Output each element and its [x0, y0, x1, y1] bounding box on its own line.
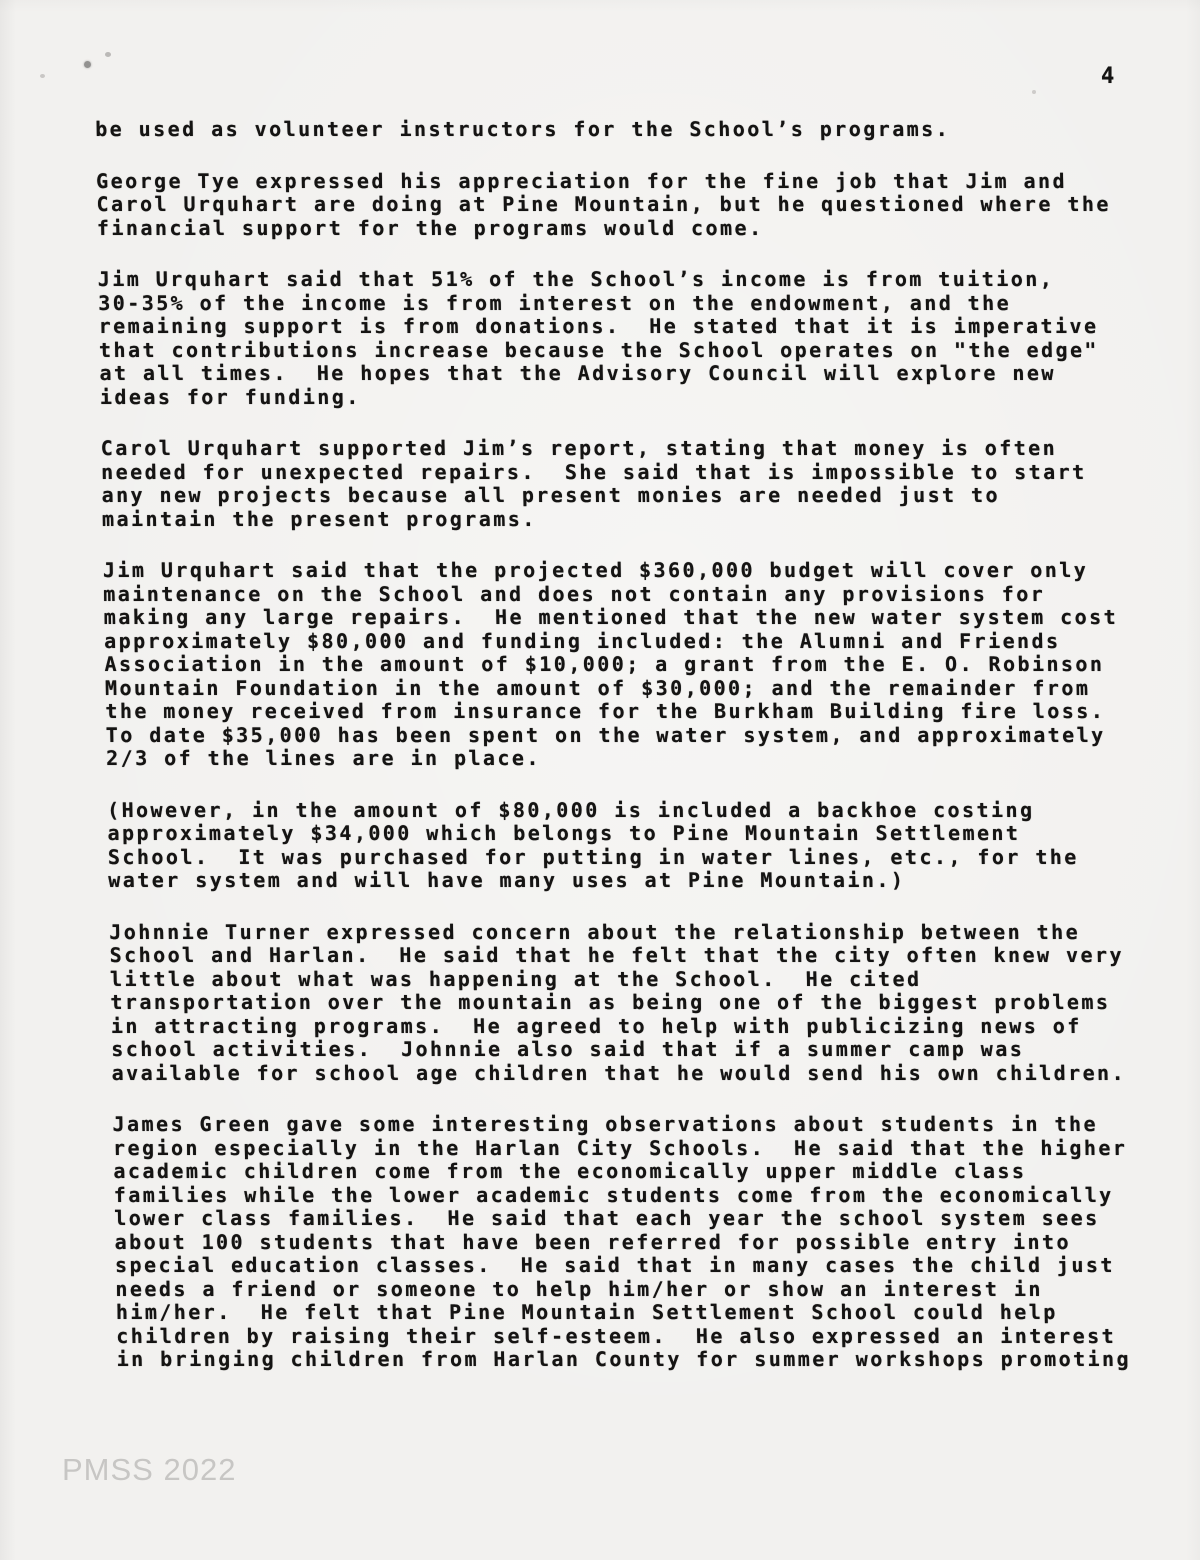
text-line: in bringing children from Harlan County for summer workshops promoting: [116, 1347, 1132, 1371]
text-line: (However, in the amount of $80,000 is included a backhoe costing: [106, 797, 1035, 822]
text-line: children by raising their self-esteem. He also expressed an interest: [116, 1323, 1117, 1348]
paragraph: [112, 1113, 1131, 1372]
text-line: Johnnie Turner expressed concern about the relationship between the: [108, 919, 1081, 944]
text-line: that contributions increase because the School operates on "the edge": [98, 337, 1100, 362]
text-line: water system and will have many uses at Pine Mountain.): [108, 868, 906, 892]
paragraph: [98, 268, 1115, 409]
text-line: families while the lower academic students come from the economically: [113, 1182, 1114, 1207]
text-line: remaining support is from donations. He stated that it is imperative: [98, 314, 1099, 338]
text-line: academic children come from the economically upper middle class: [113, 1159, 1027, 1183]
paragraph: [109, 921, 1126, 1086]
text-line: at all times. He hopes that the Advisory Council will explore new: [99, 361, 1057, 385]
text-line: School and Harlan. He said that he felt that the city often knew very: [109, 943, 1125, 967]
paragraph: [107, 799, 1123, 893]
text-line: ideas for funding.: [99, 384, 361, 409]
scan-speck: [1032, 90, 1036, 94]
paragraph: [101, 437, 1117, 531]
paragraph: [95, 118, 1110, 142]
text-line: George Tye expressed his appreciation for the fine job that Jim and: [95, 168, 1068, 193]
text-line: 30-35% of the income is from interest on the endowment, and the: [98, 290, 1012, 315]
text-line: lower class families. He said that each year the school system sees: [113, 1206, 1100, 1230]
text-line: Mountain Foundation in the amount of $30,000; and the remainder from: [104, 675, 1091, 700]
text-line: To date $35,000 has been spent on the water system, and approximately: [105, 722, 1106, 747]
scan-speck: [105, 52, 111, 57]
text-line: special education classes. He said that in many cases the child just: [114, 1253, 1116, 1277]
text-line: school activities. Johnnie also said that if a summer camp was: [111, 1037, 1025, 1061]
text-line: in attracting programs. He agreed to help with publicizing news of: [110, 1013, 1082, 1038]
text-line: about 100 students that have been referred for possible entry into: [114, 1229, 1072, 1254]
text-line: transportation over the mountain as being one of the biggest problems: [110, 990, 1111, 1014]
page-number: 4: [1101, 64, 1117, 89]
text-line: School. It was purchased for putting in water lines, etc., for the: [107, 844, 1080, 869]
text-line: Carol Urquhart supported Jim’s report, stating that money is often: [100, 436, 1058, 460]
text-line: making any large repairs. He mentioned that the new water system cost: [103, 605, 1119, 629]
text-line: the money received from insurance for the Burkham Building fire loss.: [105, 699, 1106, 723]
text-line: needed for unexpected repairs. She said that is impossible to start: [100, 459, 1087, 484]
text-line: maintenance on the School and does not contain any provisions for: [103, 581, 1046, 606]
text-line: little about what was happening at the School. He cited: [109, 966, 922, 991]
text-line: 2/3 of the lines are in place.: [105, 746, 542, 770]
text-line: approximately $80,000 and funding included: the Alumni and Friends: [103, 628, 1061, 653]
text-line: approximately $34,000 which belongs to Pine Mountain Settlement: [107, 821, 1021, 845]
text-line: needs a friend or someone to help him/her or show an interest in: [115, 1276, 1044, 1301]
text-line: region especially in the Harlan City Schools. He said that the higher: [112, 1135, 1128, 1160]
text-line: him/her. He felt that Pine Mountain Settlement School could help: [115, 1300, 1058, 1324]
document-body: [95, 118, 1132, 1400]
paragraph: [96, 170, 1112, 241]
text-line: be used as volunteer instructors for the School’s programs.: [94, 117, 951, 141]
text-line: any new projects because all present monies are needed just to: [101, 483, 1001, 507]
paragraph: [103, 559, 1121, 771]
text-line: Carol Urquhart are doing at Pine Mountain, but he questioned where the: [96, 192, 1112, 216]
watermark: PMSS 2022: [62, 1452, 237, 1487]
text-line: Jim Urquhart said that the projected $360,000 budget will cover only: [102, 558, 1089, 582]
text-line: James Green gave some interesting observations about students in the: [112, 1112, 1099, 1136]
scan-speck: [84, 61, 91, 68]
text-line: financial support for the programs would come.: [96, 215, 764, 240]
text-line: Association in the amount of $10,000; a grant from the E. O. Robinson: [104, 652, 1105, 676]
scan-speck: [40, 74, 45, 78]
text-line: Jim Urquhart said that 51% of the School’s income is from tuition,: [97, 267, 1055, 291]
text-line: available for school age children that he would send his own children.: [111, 1060, 1127, 1085]
text-line: maintain the present programs.: [101, 506, 537, 531]
